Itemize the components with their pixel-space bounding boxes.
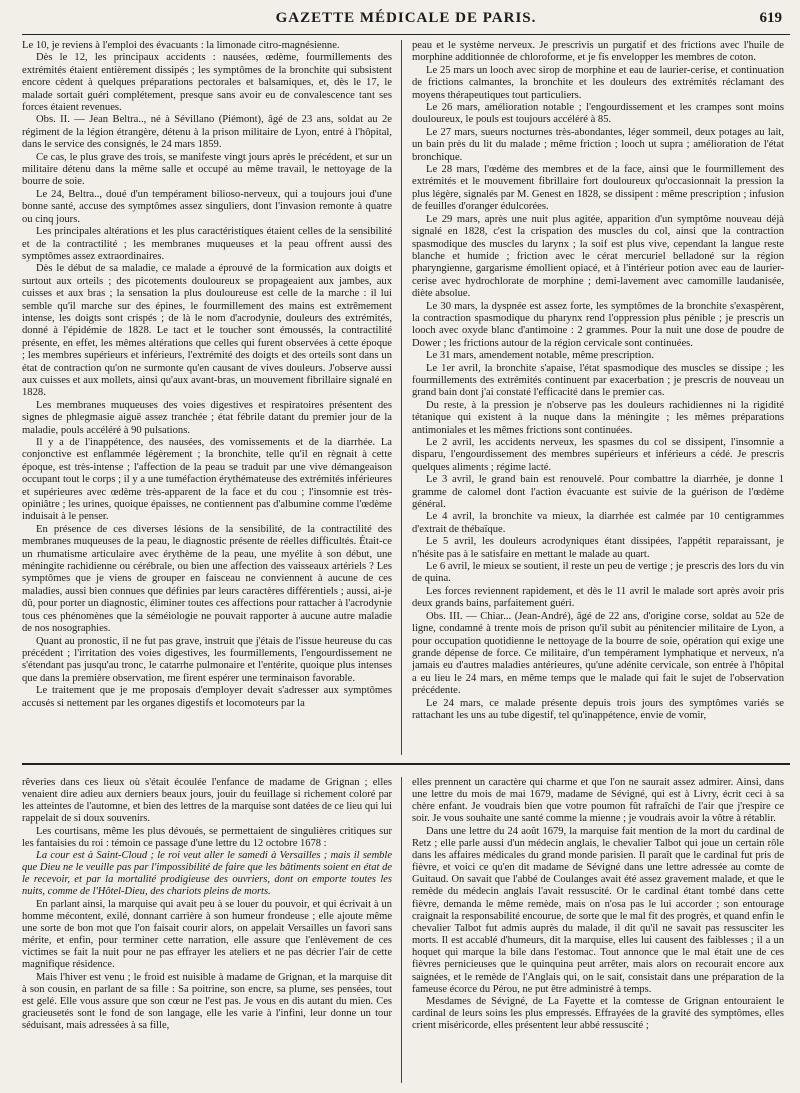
feuilleton-column-left bbox=[22, 777, 392, 1083]
paragraph: Il y a de l'inappétence, des nausées, des vomissements et de la diarrhée. La conjonctive est enflammée légèrement ; la bronchite, telle qu'il en règnait à cette époque, est très-intense ; l'affection de la peau se traduit par une vive démangeaison occupant tout le corps ; il y a une tuméfaction érythémateuse des extrémités inférieures et supérieures avec œdème très-apparent de la face et du cou ; l'insomnie est très-opiniâtre ; les urines, quoique épaisses, ne contiennent pas d'albumine comme l'œdème induisait à le penser. bbox=[22, 437, 392, 523]
paragraph: Le 1er avril, la bronchite s'apaise, l'état spasmodique des muscles se dissipe ; les fourmillements des extrémités continuent par exacerbation ; je prescris de nouveau un grand bain dont j'ai constaté l'efficacité dans le premier cas. bbox=[412, 362, 784, 399]
paragraph: Les courtisans, même les plus dévoués, se permettaient de singulières critiques sur les fantaisies du roi : témoin ce passage d'une lettre du 12 octobre 1678 : bbox=[22, 825, 392, 849]
paragraph: Le 2 avril, les accidents nerveux, les spasmes du col se dissipent, l'insomnie a disparu, l'engourdissement des membres supérieurs et inférieurs a cédé. Je prescris quelques aliments ; régime lacté. bbox=[412, 437, 784, 473]
paragraph: Le 29 mars, après une nuit plus agitée, apparition d'un symptôme nouveau déjà signalé en 1828, c'est la crispation des muscles du col, ainsi que la contraction spasmodique des muscles du larynx ; la soif est plus vive, cependant la langue reste blanche et humide ; friction avec le cérat mercuriel belladoné sur la région pharyngienne, gargarisme émollient opiacé, et à l'intérieur potion avec eau de laurier-cerise avec hydrochlorate de morphine ; demi-lavement avec camomille laudanisée, diète absolue. bbox=[412, 213, 784, 300]
paragraph: Dans une lettre du 24 août 1679, la marquise fait mention de la mort du cardinal de Retz ; elle parle aussi d'un médecin anglais, le chevalier Talbot qui joue un certain rôle dans les affaires médicales du grand monde parisien. Il paraît que le cardinal fut pris de fièvre, et voici ce qu'en dit madame de Sévigné dans une lettre adressée au comte de Guitaud. On savait que l'abbé de Coulanges avait été assez gravement malade, et que le remède du médecin anglais l'avait ressuscité. Or le cardinal étant tombé dans cette fièvre, demanda le même remède, mais on n'osa pas le lui accorder ; son entourage craignait la responsabilité encourue, de sorte que le mal fit des progrès, et quand enfin le chevalier Talbot fut admis auprès du malade, il dit qu'il ne savait pas ressusciter les morts. Il est accablé d'humeurs, dit la marquise, elles lui causent des faiblesses ; il a un hoquet qui marque la bile dans l'estomac. Tout annonce que le mal était une de ces fièvres pernicieuses que le quinquina peut arrêter, mais alors on recourait encore aux saignées, et le remède de l'Anglais qui, on le sait, consistait dans une préparation de la fameuse écorce du Pérou, ne put être administré à temps. bbox=[412, 825, 784, 995]
paragraph: rêveries dans ces lieux où s'était écoulée l'enfance de madame de Grignan ; elles venaient dire adieu aux derniers beaux jours, jouir du feuillage si richement coloré par les atteintes de l'automne, et bien des lettres de la marquise sont datées de ce lieu qui lui rappelait de si doux souvenirs. bbox=[22, 777, 392, 825]
paragraph: Le 6 avril, le mieux se soutient, il reste un peu de vertige ; je prescris des lors du vin de quina. bbox=[412, 561, 784, 585]
column-top-left bbox=[22, 40, 392, 755]
paragraph: Le 27 mars, sueurs nocturnes très-abondantes, léger sommeil, deux potages au lait, un bain près du lit du malade ; même friction ; looch ut supra ; amélioration de l'état bronchique. bbox=[412, 126, 784, 163]
paragraph: En parlant ainsi, la marquise qui avait peu à se louer du pouvoir, et qui écrivait à un homme mécontent, exilé, donnant carrière à son humeur frondeuse ; elle ajoute même une sorte de bon mot que l'on faisait courir alors, on appelait Versailles un favori sans mérite, et enfin, pour terminer cette narration, elle assure que l'enlèvement de ces victimes se fait la nuit pour ne pas effrayer les ateliers et ne pas décrier l'air de cette magnifique résidence. bbox=[22, 898, 392, 971]
quotation: La cour est à Saint-Cloud ; le roi veut aller le samedi à Versailles ; mais il semble que Dieu ne le veuille pas par l'impossibilité de faire que les bâtiments soient en état de le recevoir, et par la mortalité prodigieuse des ouvriers, dont on emporte toutes les nuits, comme de l'Hôtel-Dieu, des chariots pleins de morts. bbox=[22, 849, 392, 898]
section-divider bbox=[22, 763, 790, 765]
paragraph: Mesdames de Sévigné, de La Fayette et la comtesse de Grignan entouraient le cardinal de leurs soins les plus empressés. Effrayées de la gravité des symptômes, elles crient miséricorde, elles présentent leur abbé ressuscité ; bbox=[412, 995, 784, 1032]
paragraph: Le traitement que je me proposais d'employer devait s'adresser aux symptômes accusés si nettement par les organes digestifs et locomoteurs par la bbox=[22, 685, 392, 709]
paragraph: Le 30 mars, la dyspnée est assez forte, les symptômes de la bronchite s'exaspèrent, la contraction spasmodique du pharynx rend l'oppression plus pénible ; je prescris un looch avec oxyde blanc d'antimoine : 2 grammes. Pour la nuit une dose de poudre de Dower ; les frictions autour de la région cervicale sont continuées. bbox=[412, 300, 784, 349]
paragraph: peau et le système nerveux. Je prescrivis un purgatif et des frictions avec l'huile de morphine additionnée de chloroforme, et je fis envelopper les membres de coton. bbox=[412, 40, 784, 64]
paragraph: Du reste, à la pression je n'observe pas les douleurs rachidiennes ni la rigidité tétanique qui existent à la nuque dans la méningite ; les mêmes préparations antimoniales et les mêmes frictions sont continuées. bbox=[412, 399, 784, 436]
column-top-right bbox=[412, 40, 784, 755]
paragraph: elles prennent un caractère qui charme et que l'on ne saurait assez admirer. Ainsi, dans une lettre du mois de mai 1679, madame de Sévigné, qui est à Livry, écrit ceci à sa chère enfant. Je voudrais bien que votre poumon fût rafraîchi de l'air que j'respire ce soir. Je vous souhaite une santé comme la mienne ; je voudrais avoir la vôtre à rétablir. bbox=[412, 777, 784, 825]
paragraph: Quant au pronostic, il ne fut pas grave, instruit que j'étais de l'issue heureuse du cas précédent ; l'irritation des voies digestives, les fourmillements, l'engourdissement ne s'étendant pas jusqu'au tronc, le catarrhe pulmonaire et l'entérite, quoique plus intenses que dans la première observation, me firent espérer une terminaison favorable. bbox=[22, 635, 392, 684]
paragraph: Ce cas, le plus grave des trois, se manifeste vingt jours après le précédent, et sur un militaire détenu dans la même salle et occupé au même travail, le nettoyage de la bourre de soie. bbox=[22, 151, 392, 188]
paragraph: Les membranes muqueuses des voies digestives et respiratoires présentent des signes de phlegmasie aiguë assez tranchée ; état fébrile datant du premier jour de la maladie, pouls accéléré à 90 pulsations. bbox=[22, 399, 392, 436]
paragraph: Les forces reviennent rapidement, et dès le 11 avril le malade sort après avoir pris deux grands bains, parfaitement guéri. bbox=[412, 585, 784, 610]
paragraph: Dès le début de sa maladie, ce malade a éprouvé de la formication aux doigts et surtout aux orteils ; des picotements douloureux se propageaient aux jambes, aux cuisses et aux bras ; la sensation la plus douloureuse est celle de la marche : il lui semble qu'il marche sur des épines, le fourmillement des mains est extrêmement intense, les doigts sont crispés ; de là le nom d'acrodynie, douleurs des extrémités, donné à l'épidémie de 1828. Le tact et le toucher sont émoussés, la contractilité présente, en effet, les mêmes altérations que celles qui furent observées à cette époque ; les membres supérieurs et inférieurs, l'extrémité des doigts et des orteils sont dans un état de contraction qu'on ne surmonte qu'en causant de vives douleurs. J'observe aussi aux cuisses et aux mollets, ainsi qu'aux avant-bras, un mouvement fibrillaire signalé en 1828. bbox=[22, 263, 392, 399]
journal-title: GAZETTE MÉDICALE DE PARIS. bbox=[275, 10, 537, 26]
paragraph: Le 3 avril, le grand bain est renouvelé. Pour combattre la diarrhée, je donne 1 gramme de calomel dont l'action évacuante est suivie de la guérison de l'œdème général. bbox=[412, 474, 784, 511]
column-divider bbox=[401, 40, 402, 755]
paragraph: Obs. III. — Chiar... (Jean-André), âgé de 22 ans, d'origine corse, soldat au 52e de ligne, condamné à trente mois de prison qu'il subit au pénitencier militaire de Lyon, a pour occupation quotidienne le nettoyage de la bourre de soie, opération qui exige une grande dépense de force. Ce militaire, d'un tempérament lymphatique et nerveux, n'a jamais eu d'autres maladies antérieures, qu'une adénite cervicale, son entrée à l'hôpital a eu lieu le 24 mars, en même temps que le malade qui fait le sujet de l'observation précédente. bbox=[412, 610, 784, 697]
paragraph: Les principales altérations et les plus caractéristiques étaient celles de la sensibilité et de la contractilité ; les membranes muqueuses et la peau offrent aussi des symptômes assez extraordinaires. bbox=[22, 226, 392, 262]
paragraph: Le 10, je reviens à l'emploi des évacuants : la limonade citro-magnésienne. bbox=[22, 40, 340, 51]
paragraph: Le 25 mars un looch avec sirop de morphine et eau de laurier-cerise, et continuation de frictions calmantes, la bronchite et les douleurs des extrémités réclamant des moyens thérapeutiques tout particuliers. bbox=[412, 64, 784, 101]
page-number: 619 bbox=[759, 10, 782, 26]
paragraph: En présence de ces diverses lésions de la sensibilité, de la contractilité des membranes muqueuses de la peau, le diagnostic présente de réelles difficultés. Était-ce un rhumatisme articulaire avec érythème de la peau, une myélite à son début, une méningite rachidienne ou cérébrale, ou bien une affection des vaisseaux artériels ? Les symptômes que je viens de grouper en faisceau ne conviennent à aucune de ces maladies, aussi bien connues que définies par leurs caractères différentiels ; aussi, ai-je dû, pour porter un diagnostic, éliminer toutes ces affections pour rattacher à l'acrodynie tous ces phénomènes que la séméiologie ne pouvait rapporter à aucune autre maladie de nos nosographies. bbox=[22, 523, 392, 635]
column-divider bbox=[401, 777, 402, 1083]
paragraph: Le 24, Beltra.., doué d'un tempérament bilioso-nerveux, qui a toujours joui d'une bonne santé, accuse des symptômes assez singuliers, dont l'invasion remonte à quatre ou cinq jours. bbox=[22, 188, 392, 225]
paragraph: Le 4 avril, la bronchite va mieux, la diarrhée est calmée par 10 centigrammes d'extrait de thébaïque. bbox=[412, 511, 784, 535]
feuilleton-column-right bbox=[412, 777, 784, 1083]
page-header bbox=[22, 8, 790, 35]
paragraph: Obs. II. — Jean Beltra.., né à Sévillano (Piémont), âgé de 23 ans, soldat au 2e régiment de la légion étrangère, détenu à la prison militaire de Lyon, entré à l'hôpital, dans le service des consignés, le 24 mars 1859. bbox=[22, 114, 392, 151]
paragraph: Le 5 avril, les douleurs acrodyniques étant dissipées, l'appétit reparaissant, je n'hésite pas à le satisfaire en mettant le malade au quart. bbox=[412, 536, 784, 560]
paragraph: Le 26 mars, amélioration notable ; l'engourdissement et les crampes sont moins douloureux, le pouls est toujours accéléré à 85. bbox=[412, 102, 784, 126]
paragraph: Dès le 12, les principaux accidents : nausées, œdème, fourmillements des extrémités étaient entièrement dissipés ; les symptômes de la bronchite qui subsistent encore cèdent à quelques préparations pectorales et balsamiques, et, dès le 17, le malade sortait guéri complétement, presque sans avoir eu de convalescence tant ses forces étaient revenues. bbox=[22, 52, 392, 114]
paragraph: Le 31 mars, amendement notable, même prescription. bbox=[426, 350, 654, 362]
paragraph: Le 28 mars, l'œdème des membres et de la face, ainsi que le fourmillement des extrémités et le mouvement fibrillaire fort douloureux qu'occasionnait la pression la plus légère, signalés par M. Genest en 1828, se dissipent : même prescription ; infusion de feuilles d'oranger édulcorées. bbox=[412, 164, 784, 213]
paragraph: Mais l'hiver est venu ; le froid est nuisible à madame de Grignan, et la marquise dit à son cousin, en parlant de sa fille : Sa poitrine, son encre, sa plume, ses pensées, tout est gelé. Elle vous assure que son cœur ne l'est pas. Je vous en dis autant du mien. Ces gracieusetés sont le fond de son langage, elle les varie à l'infini, leur donne un tour séduisant, mais adressées à sa fille, bbox=[22, 971, 392, 1032]
paragraph: Le 24 mars, ce malade présente depuis trois jours des symptômes variés se rattachant les uns au tube digestif, tel qu'inappétence, envie de vomir, bbox=[412, 697, 784, 721]
